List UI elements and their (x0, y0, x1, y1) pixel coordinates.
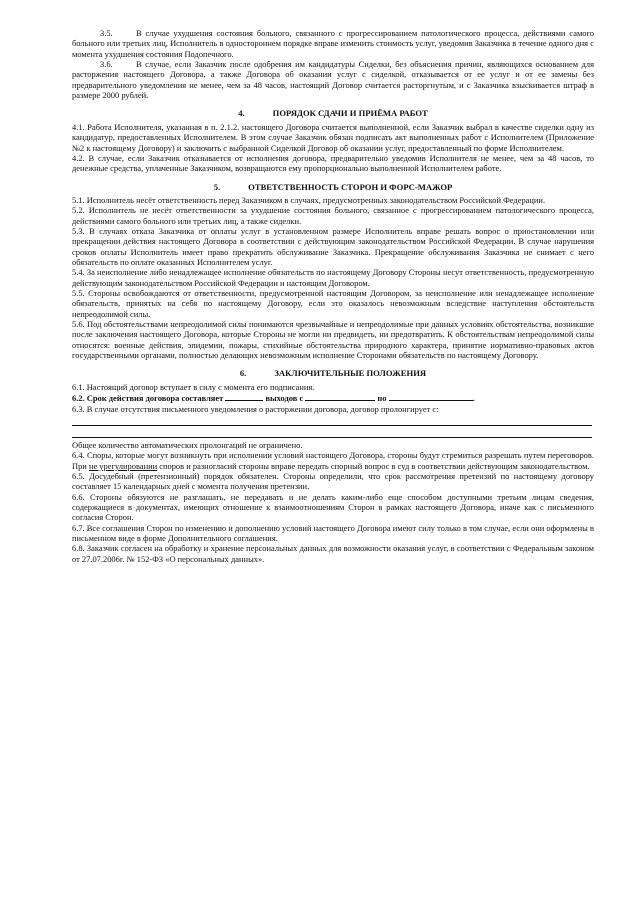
clause-6-2-text-b: выходов с (265, 393, 304, 404)
section-title: ПОРЯДОК СДАЧИ И ПРИЁМА РАБОТ (272, 108, 428, 119)
term-count-blank[interactable] (225, 392, 263, 401)
clause-3-5 (72, 28, 594, 59)
section-number: 5. (213, 181, 221, 192)
clause-5-1: 5.1. Исполнитель несёт ответственность перед Заказчиком в случаях, предусмотренных законодательством Российской Федерации. (72, 194, 546, 205)
clause-6-5: 6.5. Досудебный (претензионный) порядок обязателен. Стороны определили, что срок рассмотрения претензий по настоящему договору составляет 15 календарных дней с момента получения претензии. (72, 470, 594, 492)
clause-5-5: 5.5. Стороны освобождаются от ответственности, предусмотренной настоящим Договором, за неисполнение или ненадлежащее исполнение обязательств, принятых на себя по настоящему Договору, если это оказалось невозможным вследствие наступления обстоятельств непреодолимой силы. (72, 288, 594, 319)
section-number: 6. (239, 368, 247, 379)
clause-number: 3.6. (100, 59, 113, 70)
clause-6-1: 6.1. Настоящий договор вступает в силу с момента его подписания. (72, 381, 315, 392)
prolongation-blank-line-1[interactable] (72, 414, 592, 426)
clause-6-2-text-a: 6.2. Срок действия договора составляет (72, 393, 224, 404)
clause-text: В случае, если Заказчик после одобрения им кандидатуры Сиделки, без объяснения причин, являющихся основанием для расторжения настоящего Договора, а также Договора об оказании услуг с сиделкой, отказывается от ее услуг и от ее замены без предварительного уведомления не менее, чем за 48 часов, настоящий Договор считается расторгнутым, и с Заказчика взыскивается штраф в размере 2000 рублей. (72, 59, 594, 101)
section-title: ЗАКЛЮЧИТЕЛЬНЫЕ ПОЛОЖЕНИЯ (274, 368, 427, 379)
clause-6-4-underlined: не урегулировании (88, 460, 158, 471)
clause-6-6: 6.6. Стороны обязуются не разглашать, не передавать и не делать каким-либо еще способом доступными третьим лицам сведения, содержащиеся в документах, имеющих отношение к взаимоотношениям Сторон в рамках настоящего Договора, иначе как с письменного согласия Сторон. (72, 491, 594, 523)
section-heading-4 (72, 108, 594, 118)
clause-6-2-text-d: . (472, 393, 475, 404)
clause-6-4-text-b: споров и разногласий стороны вправе передать спорный вопрос в суд в соответствии действующим законодательством. (159, 460, 590, 471)
clause-6-4-text-a: 6.4. Споры, которые могут возникнуть при исполнении условий настоящего Договора, стороны будут стремиться разрешать путем переговоров. При (72, 450, 594, 471)
clause-6-2-text-c: по (377, 393, 387, 404)
section-heading-5 (72, 182, 594, 192)
end-date-blank[interactable] (389, 392, 475, 404)
clause-5-2: 5.2. Исполнитель не несёт ответственности за ухудшение состояния больного, связанное с прогрессированием патологического процесса, действиями самого больного или третьих лиц, а также сиделки. (72, 205, 594, 226)
clause-number: 3.5. (100, 28, 113, 38)
clause-5-6: 5.6. Под обстоятельствами непреодолимой силы понимаются чрезвычайные и непреодолимые при данных условиях обстоятельства, возникшие после заключения настоящего Договора, которые Стороны не могли ни предвидеть, ни предотвратить. К обстоятельствам непреодолимой силы относятся: военные действия, эпидемии, пожары, стихийные обстоятельства природного характера, принятие нормативно-правовых актов государственными органами, полностью делающих невозможным исполнение Сторонами обязательств по настоящему Договору. (72, 319, 594, 361)
clause-6-8: 6.8. Заказчик согласен на обработку и хранение персональных данных для возможности оказания услуг, в соответствии с Федеральным законом от 27.07.2006г. № 152-ФЗ «О персональных данных». (72, 543, 594, 564)
clause-5-3: 5.3. В случаях отказа Заказчика от оплаты услуг в установленном размере Исполнитель вправе решать вопрос о приостановлении или прекращении действия настоящего Договора в соответствии с действующим законодательством Российской Федерации. В случае нарушения сроков оплаты Исполнитель имеет право прекратить обслуживание Заказчика. Прекращение обслуживания Заказчика не снимает с него обязательств по оплате оказанных Исполнителем услуг. (72, 225, 594, 267)
clause-text: В случае ухудшения состояния больного, связанного с прогрессированием патологического процесса, действиями самого больного или третьих лиц, Исполнитель в одностороннем порядке вправе изменить стоимость услуг, уведомив Заказчика в течение одного дня с момента ухудшения состояния Подопечного. (72, 28, 594, 59)
clause-6-4 (72, 450, 594, 471)
clause-3-6 (72, 59, 594, 100)
clause-5-4: 5.4. За неисполнение либо ненадлежащее исполнение обязательств по настоящему Договору Стороны несут ответственность, предусмотренную действующим законодательством Российской Федерации и настоящим Договором. (72, 267, 594, 288)
start-date-blank[interactable] (305, 392, 375, 401)
clause-6-2 (72, 392, 594, 403)
clause-4-2: 4.2. В случае, если Заказчик отказывается от исполнения договора, предварительно уведомив Исполнителя не менее, чем за 48 часов, то денежные средства, уплаченные Заказчиком, возвращаются ему пропорционально выполненной Исполнителем работе. (72, 152, 594, 174)
clause-6-3: 6.3. В случае отсутствия письменного уведомления о расторжении договора, договор пролонгирует с: (72, 403, 439, 414)
section-title: ОТВЕТСТВЕННОСТЬ СТОРОН И ФОРС-МАЖОР (248, 181, 453, 192)
section-heading-6 (72, 368, 594, 378)
clause-4-1: 4.1. Работа Исполнителя, указанная в п. 2.1.2. настоящего Договора считается выполненной, если Заказчик выбрал в качестве сиделки одну из кандидатур, предоставленных Исполнителем. В этом случае Заказчик обязан подписать акт выполненных работ с Исполнителем (Приложение №2 к настоящему Договору) и заключить с выбранной Сиделкой Договор об оказании услуг, предоставленный по форме Исполнителем. (72, 121, 594, 153)
section-number: 4. (238, 108, 245, 119)
clause-6-7: 6.7. Все соглашения Сторон по изменению и дополнению условий настоящего Договора имеют силу только в том случае, если они оформлены в письменном виде в форме Дополнительного соглашения. (72, 522, 594, 543)
document-page (72, 28, 594, 564)
clause-6-3-tail: Общее количество автоматических пролонгаций не ограничено. (72, 439, 303, 450)
prolongation-blank-line-2[interactable] (72, 426, 592, 438)
